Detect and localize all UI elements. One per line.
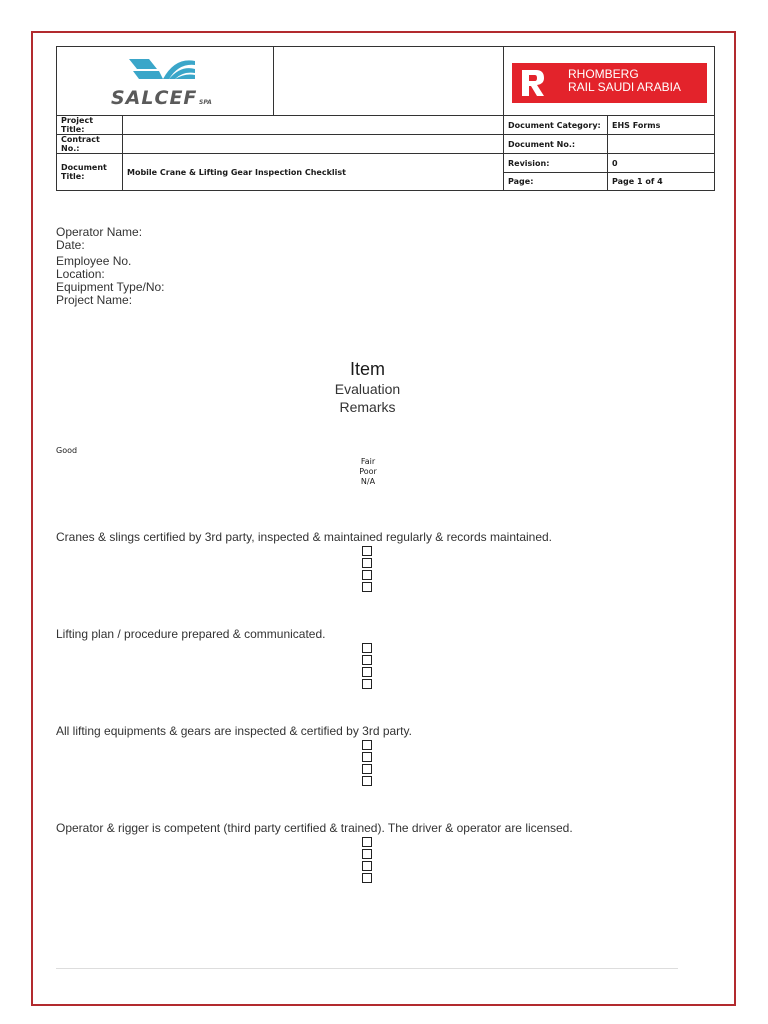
question-4-na-checkbox[interactable] [362, 873, 372, 883]
document-title-value: Mobile Crane & Lifting Gear Inspection Checklist [123, 154, 504, 191]
date-field: Date: [56, 238, 85, 252]
project-title-value [123, 116, 504, 135]
page-value: Page 1 of 4 [608, 173, 715, 191]
heading-evaluation: Evaluation [334, 381, 401, 397]
question-3-text: All lifting equipments & gears are inspected & certified by 3rd party. [56, 724, 412, 738]
rhomberg-wordmark [568, 68, 681, 94]
operator-name-field: Operator Name: [56, 225, 143, 239]
document-category-label: Document Category: [504, 116, 608, 135]
employee-no-field: Employee No. [56, 254, 132, 268]
question-3-na-checkbox[interactable] [362, 776, 372, 786]
rhomberg-logo-cell [504, 47, 715, 116]
question-1-text: Cranes & slings certified by 3rd party, inspected & maintained regularly & records maintained. [56, 530, 553, 544]
salcef-logo-cell [57, 47, 274, 116]
heading-remarks: Remarks [339, 399, 396, 415]
question-1-poor-checkbox[interactable] [362, 570, 372, 580]
revision-value: 0 [608, 154, 715, 173]
question-3-fair-checkbox[interactable] [362, 752, 372, 762]
rhomberg-logo [512, 63, 707, 103]
document-category-value: EHS Forms [608, 116, 715, 135]
equipment-type-field: Equipment Type/No: [56, 280, 165, 294]
rating-fair-label: Fair [360, 457, 376, 466]
document-no-label: Document No.: [504, 135, 608, 154]
question-2-poor-checkbox[interactable] [362, 667, 372, 677]
salcef-wave-icon [127, 55, 197, 85]
question-4-good-checkbox[interactable] [362, 837, 372, 847]
rating-good-label: Good [56, 446, 78, 455]
question-3-checkboxes [362, 740, 372, 788]
rating-poor-label: Poor [359, 467, 377, 476]
contract-no-value [123, 135, 504, 154]
salcef-wordmark: SALCEF [111, 87, 198, 109]
header-blank-cell [274, 47, 504, 116]
question-4-fair-checkbox[interactable] [362, 849, 372, 859]
heading-item: Item [349, 359, 385, 379]
location-field: Location: [56, 267, 105, 281]
rhomberg-line2: RAIL SAUDI ARABIA [568, 79, 681, 94]
rhomberg-r-icon [522, 70, 544, 96]
question-2-text: Lifting plan / procedure prepared & communicated. [56, 627, 326, 641]
salcef-logo [57, 47, 273, 115]
document-no-value [608, 135, 715, 154]
project-name-field: Project Name: [56, 293, 133, 307]
question-4-text: Operator & rigger is competent (third party certified & trained). The driver & operator are licensed. [56, 821, 573, 835]
salcef-suffix: SPA [199, 99, 212, 106]
question-1-good-checkbox[interactable] [362, 546, 372, 556]
question-1-checkboxes [362, 546, 372, 594]
question-3-good-checkbox[interactable] [362, 740, 372, 750]
contract-no-label: Contract No.: [57, 135, 123, 154]
question-2-fair-checkbox[interactable] [362, 655, 372, 665]
rhomberg-line1: RHOMBERG [568, 66, 639, 81]
project-title-label: Project Title: [57, 116, 123, 135]
question-2-checkboxes [362, 643, 372, 691]
document-header-table [56, 46, 715, 191]
question-4-checkboxes [362, 837, 372, 885]
question-4-poor-checkbox[interactable] [362, 861, 372, 871]
rating-labels [340, 457, 396, 487]
document-title-label: Document Title: [57, 154, 123, 191]
question-2-na-checkbox[interactable] [362, 679, 372, 689]
page-label: Page: [504, 173, 608, 191]
footer-divider [56, 968, 678, 969]
rating-na-label: N/A [360, 477, 376, 486]
question-2-good-checkbox[interactable] [362, 643, 372, 653]
operator-info-block [56, 226, 165, 307]
question-3-poor-checkbox[interactable] [362, 764, 372, 774]
revision-label: Revision: [504, 154, 608, 173]
question-1-fair-checkbox[interactable] [362, 558, 372, 568]
question-1-na-checkbox[interactable] [362, 582, 372, 592]
